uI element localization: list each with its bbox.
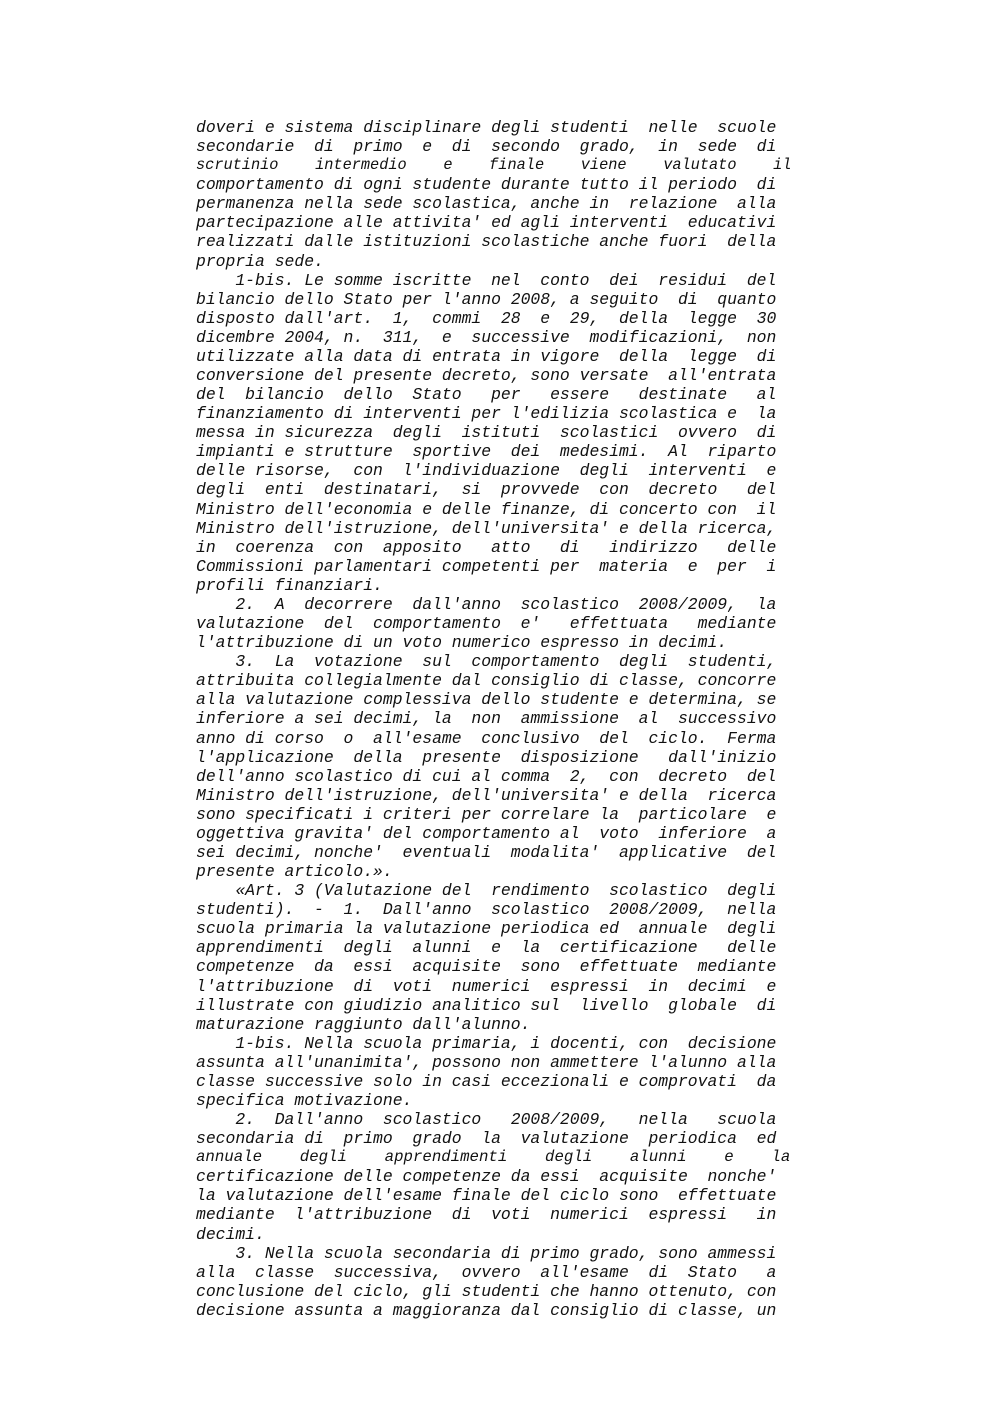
text-line: 1-bis. Nella scuola primaria, i docenti, con decisione [196,1033,777,1053]
text-line: Ministro dell'istruzione, dell'universita' e della ricerca, [196,518,777,538]
text-line: del bilancio dello Stato per essere destinate al [196,385,777,405]
text-line: specifica motivazione. [196,1090,413,1110]
text-line: alla valutazione complessiva dello studente e determina, se [196,690,777,710]
text-line: sono specificati i criteri per correlare la particolare e [196,804,777,824]
text-line: scuola primaria la valutazione periodica ed annuale degli [196,919,777,939]
text-line: utilizzate alla data di entrata in vigore della legge di [196,346,777,366]
text-line: comportamento di ogni studente durante tutto il periodo di [196,175,777,195]
text-line: decimi. [196,1224,265,1244]
text-line: illustrate con giudizio analitico sul livello globale di [196,995,777,1015]
text-line: alla classe successiva, ovvero all'esame di Stato a [196,1262,777,1282]
text-line: inferiore a sei decimi, la non ammissione al successivo [196,709,777,729]
text-line: apprendimenti degli alunni e la certificazione delle [196,938,777,958]
text-line: l'attribuzione di un voto numerico espresso in decimi. [196,633,728,653]
text-line: secondaria di primo grado la valutazione periodica ed [196,1129,777,1149]
text-line: mediante l'attribuzione di voti numerici espressi in [196,1205,777,1225]
text-line: l'applicazione della presente disposizione dall'inizio [196,747,777,767]
text-line: anno di corso o all'esame conclusivo del ciclo. Ferma [196,728,777,748]
text-line: disposto dall'art. 1, commi 28 e 29, della legge 30 [196,308,777,328]
text-line: degli enti destinatari, si provvede con decreto del [196,480,777,500]
text-line: decisione assunta a maggioranza dal consiglio di classe, un [196,1300,777,1320]
text-line: secondarie di primo e di secondo grado, in sede di [196,137,777,157]
text-line: scrutinio intermedio e finale viene valutato il [196,156,792,175]
text-line: annuale degli apprendimenti degli alunni e la [196,1148,791,1167]
text-line: assunta all'unanimita', possono non ammettere l'alunno alla [196,1052,777,1072]
text-line: studenti). - 1. Dall'anno scolastico 2008/2009, nella [196,900,777,920]
text-line: 3. La votazione sul comportamento degli studenti, [196,652,777,672]
text-line: permanenza nella sede scolastica, anche in relazione alla [196,194,777,214]
text-line: competenze da essi acquisite sono effettuate mediante [196,957,777,977]
text-line: maturazione raggiunto dall'alunno. [196,1014,531,1034]
text-line: messa in sicurezza degli istituti scolastici ovvero di [196,423,777,443]
text-line: Ministro dell'economia e delle finanze, di concerto con il [196,499,777,519]
text-line: classe successive solo in casi eccezionali e comprovati da [196,1071,777,1091]
text-line: sei decimi, nonche' eventuali modalita' applicative del [196,842,777,862]
text-line: dell'anno scolastico di cui al comma 2, con decreto del [196,766,777,786]
text-line: doveri e sistema disciplinare degli studenti nelle scuole [196,118,777,137]
text-line: impianti e strutture sportive dei medesimi. Al riparto [196,442,777,462]
document-page [196,118,791,1320]
text-line: partecipazione alle attivita' ed agli interventi educativi [196,213,777,233]
text-line: dicembre 2004, n. 311, e successive modificazioni, non [196,327,777,347]
text-line: profili finanziari. [196,575,383,595]
text-line: Commissioni parlamentari competenti per materia e per i [196,556,777,576]
text-line: 1-bis. Le somme iscritte nel conto dei residui del [196,270,777,290]
text-line: attribuita collegialmente dal consiglio di classe, concorre [196,671,777,691]
text-line: conclusione del ciclo, gli studenti che hanno ottenuto, con [196,1281,777,1301]
text-line: oggettiva gravita' del comportamento al voto inferiore a [196,823,777,843]
text-line: in coerenza con apposito atto di indirizzo delle [196,537,777,557]
text-line: certificazione delle competenze da essi acquisite nonche' [196,1167,777,1187]
text-line: propria sede. [196,251,324,271]
text-line: delle risorse, con l'individuazione degli interventi e [196,461,777,481]
text-line: realizzati dalle istituzioni scolastiche anche fuori della [196,232,777,252]
text-line: conversione del presente decreto, sono versate all'entrata [196,366,777,386]
text-line: valutazione del comportamento e' effettuata mediante [196,614,777,634]
text-line: l'attribuzione di voti numerici espressi in decimi e [196,976,777,996]
text-line: bilancio dello Stato per l'anno 2008, a seguito di quanto [196,289,777,309]
text-line: la valutazione dell'esame finale del ciclo sono effettuate [196,1186,777,1206]
text-line: 2. Dall'anno scolastico 2008/2009, nella scuola [196,1110,777,1130]
text-line: finanziamento di interventi per l'edilizia scolastica e la [196,404,777,424]
text-line: presente articolo.». [196,862,393,882]
text-line: Ministro dell'istruzione, dell'universita' e della ricerca [196,785,777,805]
text-line: 3. Nella scuola secondaria di primo grado, sono ammessi [196,1243,777,1263]
text-line: 2. A decorrere dall'anno scolastico 2008/2009, la [196,594,777,614]
text-line: «Art. 3 (Valutazione del rendimento scolastico degli [196,881,777,901]
